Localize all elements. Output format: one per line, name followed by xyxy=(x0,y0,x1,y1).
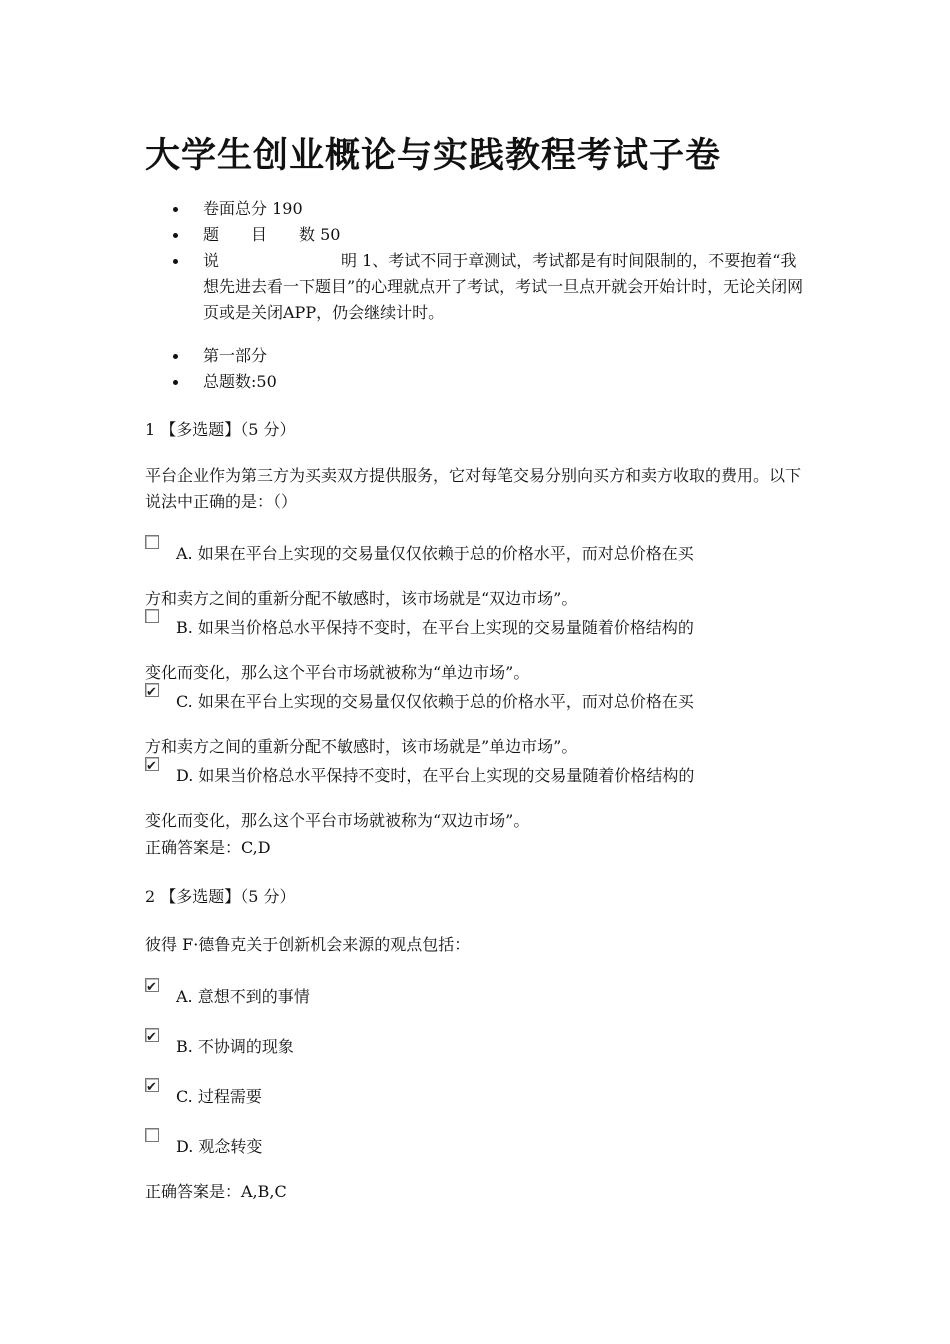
question-2-answer: 正确答案是：A,B,C xyxy=(145,1182,287,1201)
option-text-cont: 方和卖方之间的重新分配不敏感时，该市场就是”单边市场”。 xyxy=(145,737,578,756)
option-text: D. 如果当价格总水平保持不变时，在平台上实现的交易量随着价格结构的 xyxy=(176,766,695,785)
question-1-stem: 平台企业作为第三方为买卖双方提供服务，它对每笔交易分别向买方和卖方收取的费用。以下说法中正确的是：（） xyxy=(145,466,802,511)
checkbox-checked-icon[interactable] xyxy=(145,1028,159,1042)
question-count: 题 目 数 50 xyxy=(145,222,805,248)
question-2-option-b[interactable] xyxy=(145,1034,805,1060)
note-text: 明 1、考试不同于章测试，考试都是有时间限制的，不要抱着“我想先进去看一下题目”的心理就点开了考试，考试一旦点开就会开始计时，无论关闭网页或是关闭APP，仍会继续计时。 xyxy=(203,251,804,322)
question-2-option-a[interactable] xyxy=(145,984,805,1010)
question-2-header: 2 【多选题】（5 分） xyxy=(145,887,296,906)
option-text: B. 如果当价格总水平保持不变时，在平台上实现的交易量随着价格结构的 xyxy=(176,618,694,637)
note-label: 说 xyxy=(203,251,220,270)
checkbox-unchecked-icon[interactable] xyxy=(145,1128,159,1142)
option-text: C. 如果在平台上实现的交易量仅仅依赖于总的价格水平，而对总价格在买 xyxy=(176,692,694,711)
question-1-option-c[interactable] xyxy=(145,689,805,760)
option-text-cont: 方和卖方之间的重新分配不敏感时，该市场就是“双边市场”。 xyxy=(145,589,578,608)
option-text-cont: 变化而变化，那么这个平台市场就被称为“双边市场”。 xyxy=(145,811,530,830)
option-text: A. 如果在平台上实现的交易量仅仅依赖于总的价格水平，而对总价格在买 xyxy=(176,544,694,563)
section-count: 总题数:50 xyxy=(145,369,805,395)
section-name: 第一部分 xyxy=(145,343,805,369)
exam-note xyxy=(145,248,805,326)
question-1-header: 1 【多选题】（5 分） xyxy=(145,420,296,439)
checkbox-checked-icon[interactable] xyxy=(145,683,159,697)
question-1-option-b[interactable] xyxy=(145,615,805,686)
checkbox-checked-icon[interactable] xyxy=(145,757,159,771)
checkbox-unchecked-icon[interactable] xyxy=(145,535,159,549)
question-2-stem: 彼得 F·德鲁克关于创新机会来源的观点包括： xyxy=(145,935,471,954)
section-info-list xyxy=(145,343,805,395)
question-2-option-c[interactable] xyxy=(145,1084,805,1110)
question-2-option-d[interactable] xyxy=(145,1134,805,1160)
option-text: C. 过程需要 xyxy=(176,1087,262,1106)
option-text: B. 不协调的现象 xyxy=(176,1037,294,1056)
question-1-answer: 正确答案是：C,D xyxy=(145,838,271,857)
checkbox-checked-icon[interactable] xyxy=(145,978,159,992)
option-text: A. 意想不到的事情 xyxy=(176,987,310,1006)
checkbox-unchecked-icon[interactable] xyxy=(145,609,159,623)
option-text: D. 观念转变 xyxy=(176,1137,263,1156)
total-score: 卷面总分 190 xyxy=(145,196,805,222)
option-text-cont: 变化而变化，那么这个平台市场就被称为“单边市场”。 xyxy=(145,663,530,682)
page-title: 大学生创业概论与实践教程考试子卷 xyxy=(145,136,722,176)
question-1-option-d[interactable] xyxy=(145,763,805,834)
exam-info-list xyxy=(145,196,805,326)
checkbox-checked-icon[interactable] xyxy=(145,1078,159,1092)
question-1-option-a[interactable] xyxy=(145,541,805,612)
